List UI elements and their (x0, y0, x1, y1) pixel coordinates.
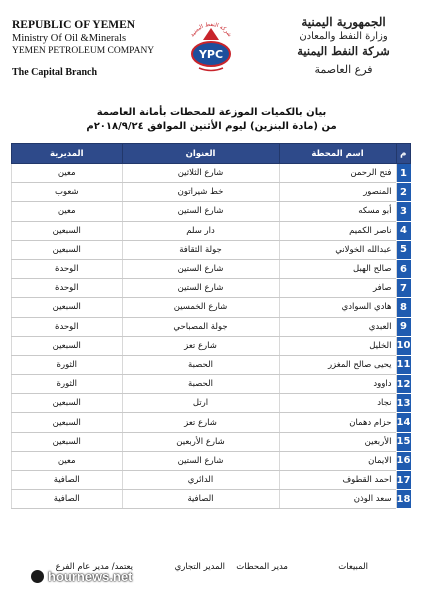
title-line-2: من (مادة البنزين) ليوم الأثنين الموافق ٢٠١٨/٩/٢٤م (86, 121, 337, 132)
station-address: شارع الخمسين (122, 298, 279, 317)
station-directorate: الوحدة (12, 317, 123, 336)
watermark-globe-icon (30, 569, 45, 584)
table-row (12, 240, 411, 259)
station-directorate: السبعين (12, 432, 123, 451)
table-row (12, 221, 411, 240)
row-number: 1 (396, 164, 411, 183)
table-row (12, 490, 411, 509)
company-logo (183, 16, 239, 76)
station-name: ناصر الكميم (279, 221, 396, 240)
station-name: أبو مسكه (279, 202, 396, 221)
logo-arc-text: شركة النفط اليمنية (189, 21, 233, 39)
table-row (12, 394, 411, 413)
logo-text: YPC (198, 48, 224, 61)
row-number: 3 (396, 202, 411, 221)
row-number: 6 (396, 259, 411, 278)
station-address: ارتل (122, 394, 279, 413)
table-row (12, 298, 411, 317)
table-header-row (12, 144, 411, 164)
station-address: الدائري (122, 471, 279, 490)
station-address: شارع الستين (122, 451, 279, 470)
station-directorate: معين (12, 202, 123, 221)
row-number: 11 (396, 355, 411, 374)
station-address: جولة الثقافة (122, 240, 279, 259)
station-directorate: الوحدة (12, 279, 123, 298)
header-number: م (396, 144, 411, 164)
row-number: 14 (396, 413, 411, 432)
station-address: شارع تعز (122, 413, 279, 432)
station-name: فتح الرحمن (279, 164, 396, 183)
station-name: داوود (279, 375, 396, 394)
document-title (20, 106, 403, 134)
ministry-name-en: Ministry Of Oil &Minerals (12, 33, 127, 45)
header-directorate: المديرية (12, 144, 123, 164)
watermark (30, 569, 133, 584)
row-number: 17 (396, 471, 411, 490)
row-number: 8 (396, 298, 411, 317)
row-number: 10 (396, 336, 411, 355)
table-row (12, 164, 411, 183)
station-address: الحصبة (122, 375, 279, 394)
station-address: خط شيراتون (122, 183, 279, 202)
station-name: صالح الهبل (279, 259, 396, 278)
row-number: 18 (396, 490, 411, 509)
station-address: الحصبة (122, 355, 279, 374)
station-directorate: السبعين (12, 336, 123, 355)
signature-sales: المبيعات (338, 562, 368, 572)
station-name: الخليل (279, 336, 396, 355)
row-number: 13 (396, 394, 411, 413)
country-name-ar: الجمهورية اليمنية (301, 15, 386, 29)
table-row (12, 259, 411, 278)
title-line-1: بيان بالكميات الموزعة للمحطات بأمانة العاصمة (96, 107, 327, 118)
company-name-en: YEMEN PETROLEUM COMPANY (12, 45, 155, 56)
row-number: 5 (396, 240, 411, 259)
arabic-letterhead (276, 14, 411, 78)
row-number: 2 (396, 183, 411, 202)
header-station-name: اسم المحطة (279, 144, 396, 164)
table-row (12, 355, 411, 374)
station-address: دار سلم (122, 221, 279, 240)
station-directorate: الثورة (12, 355, 123, 374)
station-name: يحيى صالح المغزر (279, 355, 396, 374)
station-directorate: السبعين (12, 221, 123, 240)
station-address: شارع الستين (122, 279, 279, 298)
table-row (12, 451, 411, 470)
station-directorate: الصافية (12, 471, 123, 490)
station-directorate: السبعين (12, 298, 123, 317)
table-row (12, 471, 411, 490)
station-name: نجاد (279, 394, 396, 413)
table-row (12, 432, 411, 451)
logo-flame (203, 28, 219, 40)
station-address: الصافية (122, 490, 279, 509)
row-number: 9 (396, 317, 411, 336)
station-directorate: السبعين (12, 240, 123, 259)
table-row (12, 413, 411, 432)
station-directorate: معين (12, 164, 123, 183)
table-row (12, 202, 411, 221)
station-name: هادي السوادي (279, 298, 396, 317)
signature-branch-manager: يعتمد/ مدير عام الفرع (55, 562, 133, 572)
station-directorate: السبعين (12, 394, 123, 413)
company-name-ar: شركة النفط اليمنية (297, 43, 390, 58)
station-name: المنصور (279, 183, 396, 202)
station-directorate: معين (12, 451, 123, 470)
branch-name-en: The Capital Branch (12, 67, 98, 79)
station-name: العبدي (279, 317, 396, 336)
station-address: شارع الأربعين (122, 432, 279, 451)
station-name: صافر (279, 279, 396, 298)
station-directorate: شعوب (12, 183, 123, 202)
station-name: احمد القطوف (279, 471, 396, 490)
english-letterhead (12, 18, 172, 80)
station-directorate: السبعين (12, 413, 123, 432)
signature-stations-manager: مدير المحطات (236, 562, 288, 572)
station-address: شارع تعز (122, 336, 279, 355)
row-number: 16 (396, 451, 411, 470)
table-body (12, 164, 411, 509)
station-name: عبدالله الخولاني (279, 240, 396, 259)
watermark-text: hournews.net (48, 569, 133, 584)
row-number: 7 (396, 279, 411, 298)
signature-commercial-manager: المدير التجاري (174, 562, 225, 572)
stations-table (11, 143, 411, 509)
row-number: 4 (396, 221, 411, 240)
table-row (12, 336, 411, 355)
station-address: شارع الستين (122, 259, 279, 278)
station-name: الأربعين (279, 432, 396, 451)
table-row (12, 375, 411, 394)
branch-name-ar: فرع العاصمة (314, 63, 373, 77)
station-name: الايمان (279, 451, 396, 470)
station-address: جولة المصباحي (122, 317, 279, 336)
station-address: شارع الستين (122, 202, 279, 221)
table-row (12, 279, 411, 298)
station-name: حزام دهمان (279, 413, 396, 432)
station-address: شارع الثلاثين (122, 164, 279, 183)
table-row (12, 183, 411, 202)
ministry-name-ar: وزارة النفط والمعادن (299, 31, 388, 43)
header-address: العنوان (122, 144, 279, 164)
station-name: سعد الوذن (279, 490, 396, 509)
station-directorate: الثورة (12, 375, 123, 394)
row-number: 15 (396, 432, 411, 451)
logo-swoosh (199, 68, 223, 71)
country-name-en: REPUBLIC OF YEMEN (12, 19, 136, 31)
table-row (12, 317, 411, 336)
row-number: 12 (396, 375, 411, 394)
station-directorate: الوحدة (12, 259, 123, 278)
station-directorate: الصافية (12, 490, 123, 509)
